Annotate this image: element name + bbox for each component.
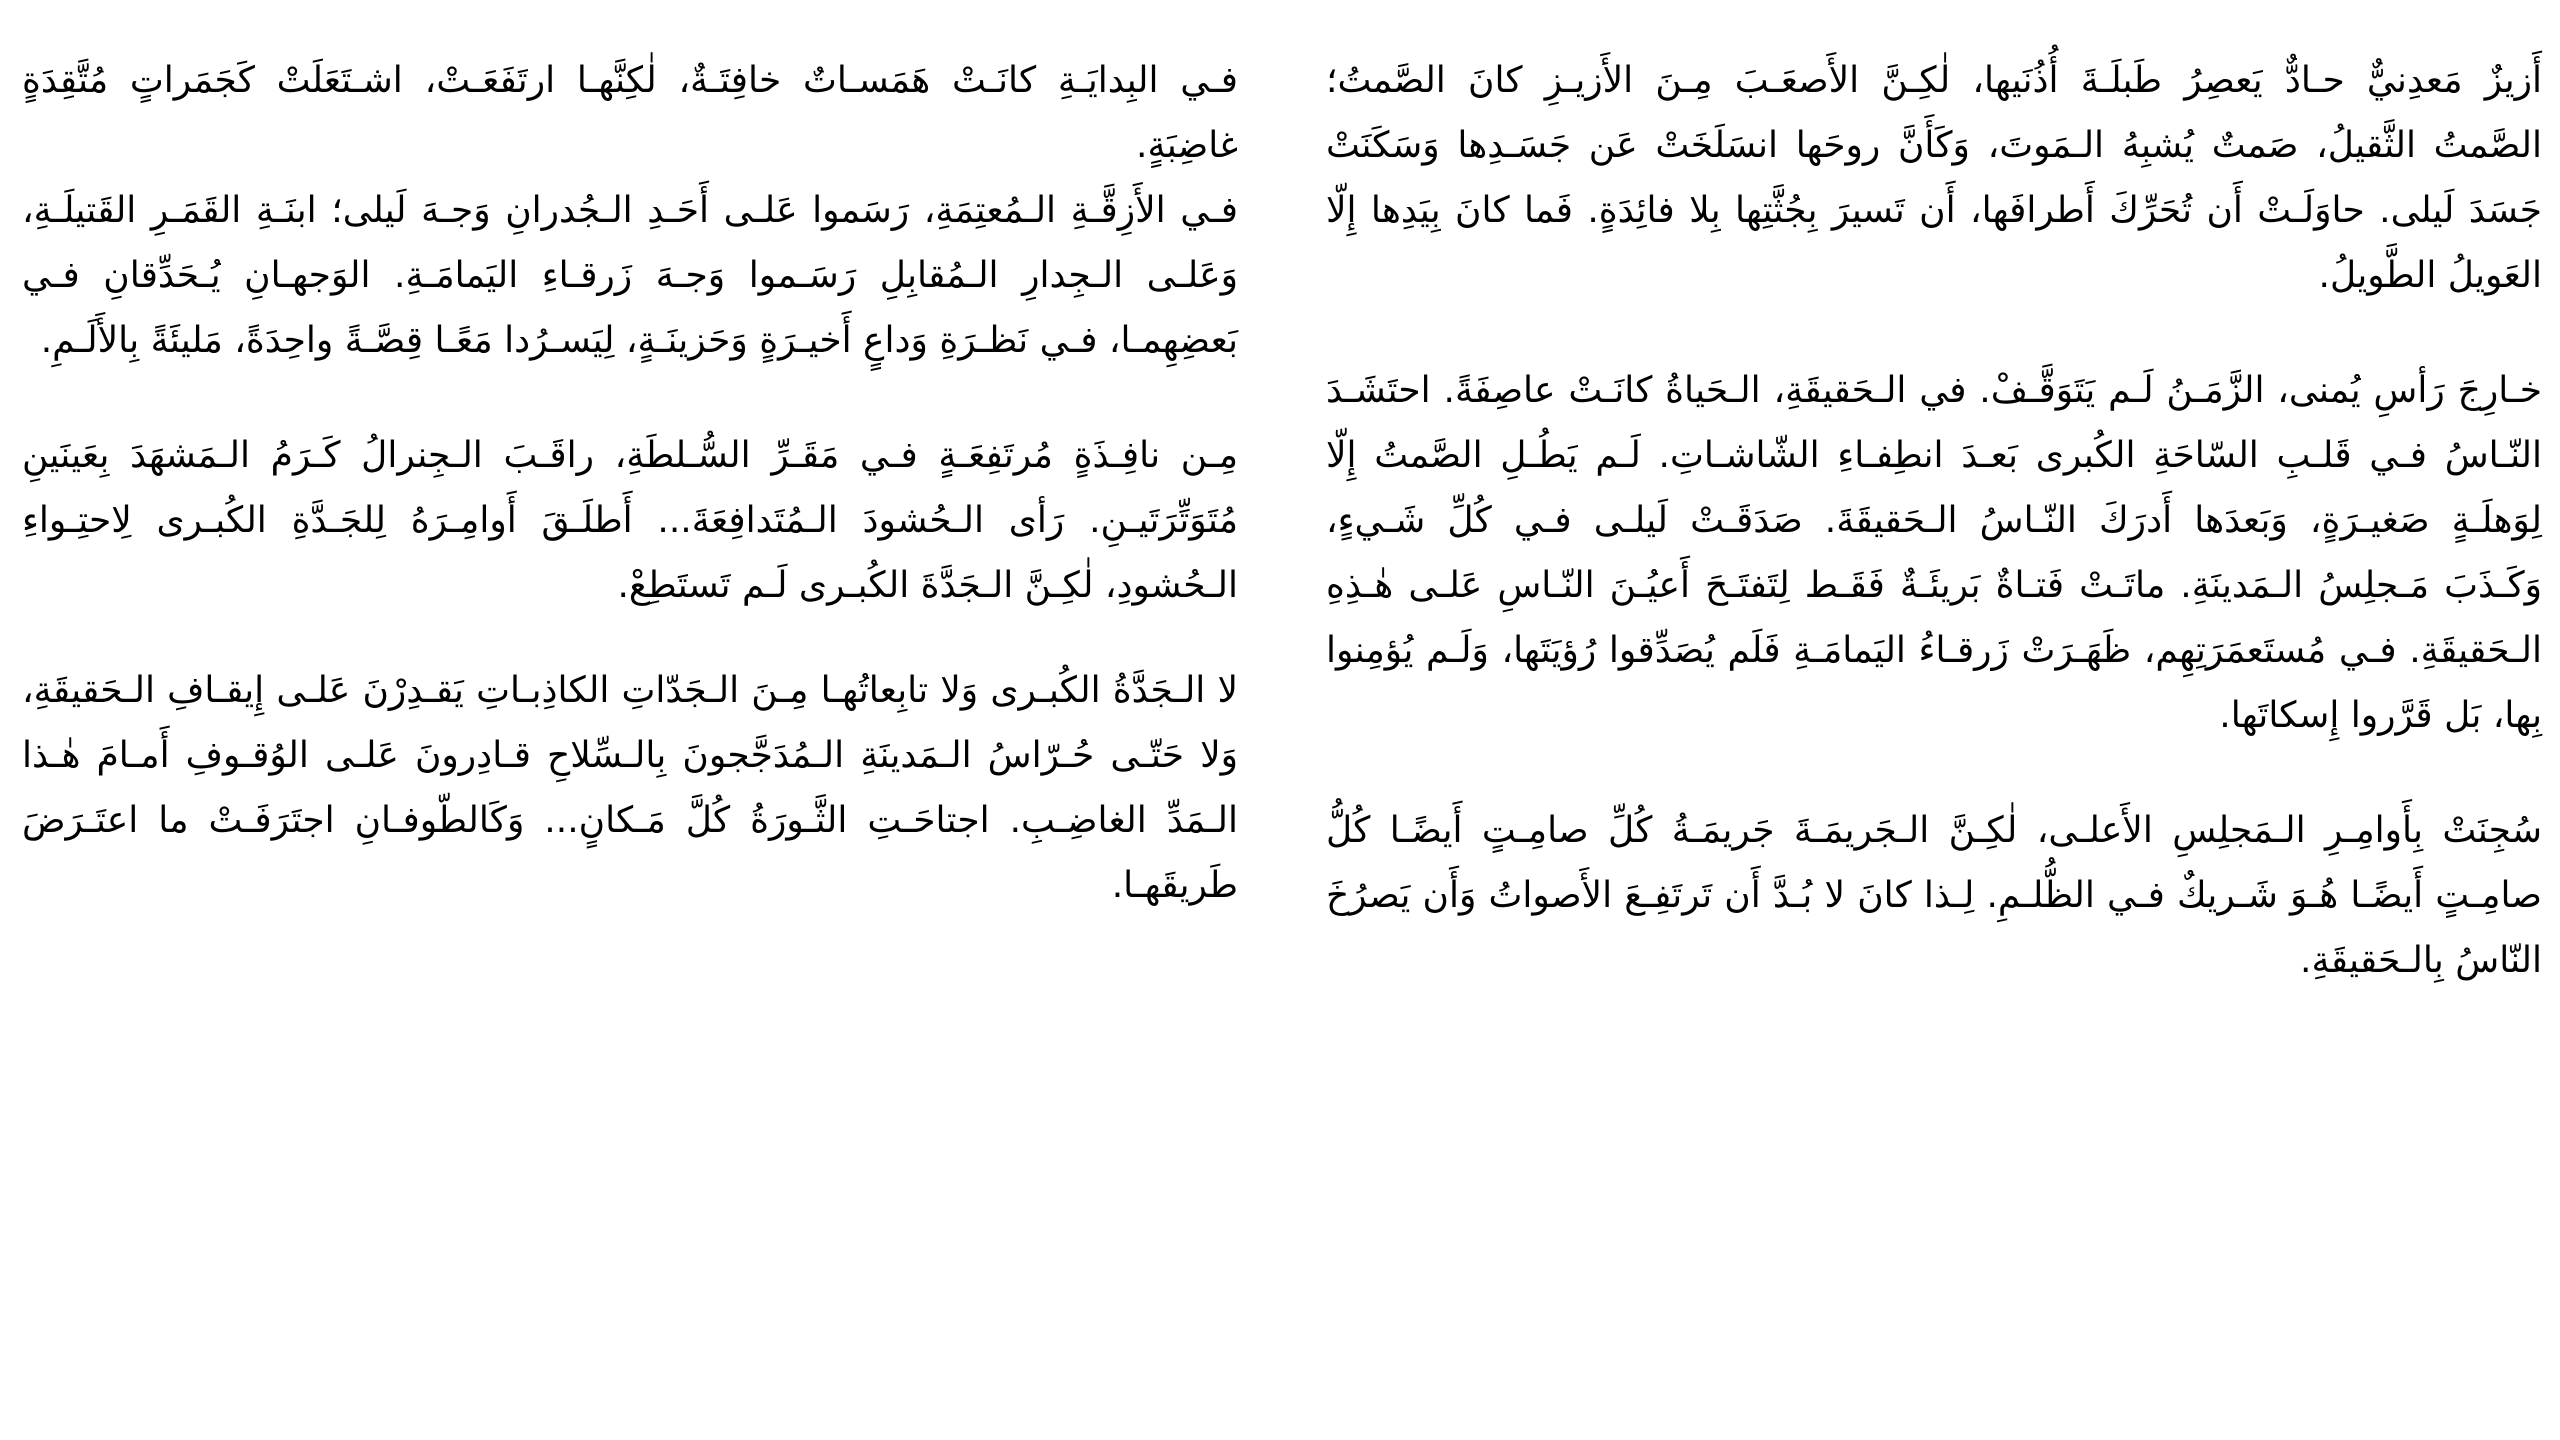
paragraph: فـي الأَزِقَّـةِ الـمُعتِمَةِ، رَسَموا عَلـى أَحَـدِ الـجُدرانِ وَجـهَ لَيلى؛ ابنَـةِ القَمَـرِ القَتيلَـةِ، وَعَلـى الـجِدارِ الـمُقابِلِ رَسَـموا وَجـهَ زَرقـاءِ اليَمامَـةِ. الوَجهـانِ يُـحَدِّقانِ فـي بَعضِهِمـا، فـي نَظـرَةِ وَداعٍ أَخيـرَةٍ وَحَزينَـةٍ، لِيَسـرُدا مَعًـا قِصَّـةً واحِدَةً، مَليئَةً بِالأَلَـمِ. bbox=[22, 190, 1238, 361]
paragraph: سُجِنَتْ بِأَوامِـرِ الـمَجلِسِ الأَعلـى، لٰكِـنَّ الـجَريمَـةَ جَريمَـةُ كُلِّ صامِـتٍ أَيضًـا كُلُّ صامِـتٍ أَيضًـا هُـوَ شَـريكٌ فـي الظُّلـمِ. لِـذا كانَ لا بُـدَّ أَن تَرتَفِـعَ الأَصواتُ وَأَن يَصرُخَ النّاسُ بِالـحَقيقَةِ. bbox=[1326, 810, 2542, 981]
paragraph: مِـن نافِـذَةٍ مُرتَفِعَـةٍ فـي مَقَـرِّ السُّـلطَةِ، راقَـبَ الـجِنرالُ كَـرَمُ الـمَشهَدَ بِعَينَينِ مُتَوَتِّرَتَيـنِ. رَأى الـحُشودَ الـمُتَدافِعَةَ... أَطلَـقَ أَوامِـرَهُ لِلجَـدَّةِ الكُبـرى لِاحتِـواءِ الـحُشودِ، لٰكِـنَّ الـجَدَّةَ الكُبـرى لَـم تَستَطِعْ. bbox=[22, 435, 1238, 606]
paragraph: خـارِجَ رَأسِ يُمنى، الزَّمَـنُ لَـم يَتَوَقَّـفْ. في الـحَقيقَةِ، الـحَياةُ كانَـتْ عاصِفَةً. احتَشَـدَ النّـاسُ فـي قَلـبِ السّاحَةِ الكُبرى بَعـدَ انطِفـاءِ الشّاشـاتِ. لَـم يَطُـلِ الصَّمتُ إِلّا لِوَهلَـةٍ صَغيـرَةٍ، وَبَعدَها أَدرَكَ النّـاسُ الـحَقيقَةَ. صَدَقَـتْ لَيلـى فـي كُلِّ شَـيءٍ، وَكَـذَبَ مَـجلِسُ الـمَدينَةِ. ماتَـتْ فَتـاةٌ بَريئَـةٌ فَقَـط لِتَفتَـحَ أَعيُـنَ النّـاسِ عَلـى هٰـذِهِ الـحَقيقَةِ. فـي مُستَعمَرَتِهِم، ظَهَـرَتْ زَرقـاءُ اليَمامَـةِ فَلَم يُصَدِّقوا رُؤيَتَها، وَلَـم يُؤمِنوا بِها، بَل قَرَّروا إِسكاتَها. bbox=[1326, 370, 2542, 736]
paragraph: أَزيزٌ مَعدِنيٌّ حـادٌّ يَعصِرُ طَبلَـةَ أُذُنَيها، لٰكِـنَّ الأَصعَـبَ مِـنَ الأَزيـزِ كانَ الصَّمتُ؛ الصَّمتُ الثَّقيلُ، صَمتٌ يُشبِهُ الـمَوتَ، وَكَأَنَّ روحَها انسَلَخَتْ عَن جَسَـدِها وَسَكَنَتْ جَسَدَ لَيلى. حاوَلَـتْ أَن تُحَرِّكَ أَطرافَها، أَن تَسيرَ بِجُثَّتِها بِلا فائِدَةٍ. فَما كانَ بِيَدِها إِلّا العَويلُ الطَّويلُ. bbox=[1326, 60, 2542, 296]
right-text-column bbox=[1326, 48, 2542, 1043]
paragraph: لا الـجَدَّةُ الكُبـرى وَلا تابِعاتُهـا مِـنَ الـجَدّاتِ الكاذِبـاتِ يَقـدِرْنَ عَلـى إِيقـافِ الـحَقيقَةِ، وَلا حَتّـى حُـرّاسُ الـمَدينَةِ الـمُدَجَّجونَ بِالـسِّلاحِ قـادِرونَ عَلـى الوُقـوفِ أَمـامَ هٰـذا الـمَدِّ الغاضِـبِ. اجتاحَـتِ الثَّـورَةُ كُلَّ مَـكانٍ... وَكَالطّوفـانِ اجتَرَفَـتْ ما اعتَـرَضَ طَريقَهـا. bbox=[22, 670, 1238, 906]
paragraph: فـي البِدايَـةِ كانَـتْ هَمَسـاتٌ خافِتَـةٌ، لٰكِنَّهـا ارتَفَعَـتْ، اشـتَعَلَتْ كَجَمَراتٍ مُتَّقِدَةٍ غاضِبَةٍ. bbox=[22, 60, 1238, 166]
left-text-column bbox=[22, 48, 1238, 918]
